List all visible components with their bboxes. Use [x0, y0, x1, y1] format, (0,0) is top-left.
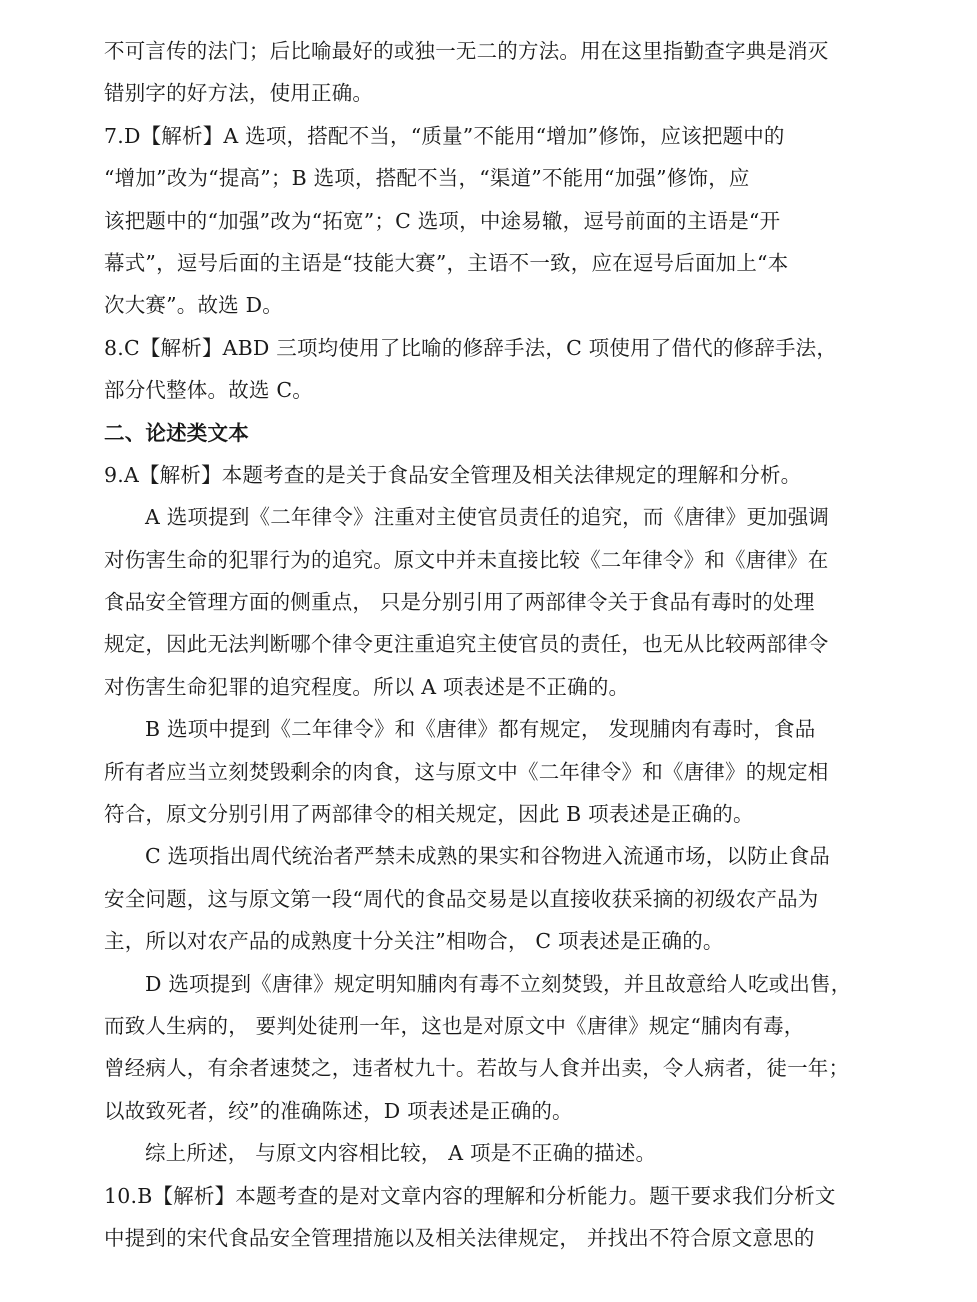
paragraph-option-d: D 选项提到《唐律》规定明知脯肉有毒不立刻焚毁，并且故意给人吃或出售，: [145, 971, 852, 996]
answer-8-line: 8.C【解析】ABD 三项均使用了比喻的修辞手法，C 项使用了借代的修辞手法，: [104, 335, 838, 360]
document-page: [104, 30, 864, 1259]
text-line: 不可言传的法门；后比喻最好的或独一无二的方法。用在这里指勤查字典是消灭: [104, 39, 829, 63]
text-line: 而致人生病的， 要判处徒刑一年，这也是对原文中《唐律》规定“脯肉有毒，: [104, 1013, 805, 1038]
summary-paragraph: 综上所述， 与原文内容相比较， A 项是不正确的描述。: [145, 1141, 657, 1166]
text-line: 以故致死者，绞”的准确陈述，D 项表述是正确的。: [104, 1098, 573, 1123]
text-line: 曾经病人，有余者速焚之，违者杖九十。若故与人食并出卖，令人病者，徒一年；: [104, 1056, 850, 1081]
text-line: 部分代整体。故选 C。: [104, 378, 313, 403]
text-line: 中提到的宋代食品安全管理措施以及相关法律规定， 并找出不符合原文意思的: [104, 1225, 815, 1250]
text-line: 符合，原文分别引用了两部律令的相关规定，因此 B 项表述是正确的。: [104, 802, 754, 827]
text-line: 安全问题，这与原文第一段“周代的食品交易是以直接收获采摘的初级农产品为: [104, 886, 819, 911]
text-line: 错别字的好方法，使用正确。: [104, 81, 374, 106]
paragraph-option-a: A 选项提到《二年律令》注重对主使官员责任的追究，而《唐律》更加强调: [145, 505, 830, 530]
paragraph-option-b: B 选项中提到《二年律令》和《唐律》都有规定， 发现脯肉有毒时，食品: [145, 717, 816, 742]
answer-7-line: 7.D【解析】A 选项，搭配不当，“质量”不能用“增加”修饰，应该把题中的: [104, 123, 785, 148]
answer-10-line: 10.B【解析】本题考查的是对文章内容的理解和分析能力。题干要求我们分析文: [104, 1183, 836, 1208]
text-line: 幕式”，逗号后面的主语是“技能大赛”，主语不一致，应在逗号后面加上“本: [104, 250, 789, 275]
paragraph-option-c: C 选项指出周代统治者严禁未成熟的果实和谷物进入流通市场，以防止食品: [145, 844, 830, 869]
text-line: 食品安全管理方面的侧重点， 只是分别引用了两部律令关于食品有毒时的处理: [104, 590, 815, 615]
answer-9-line: 9.A【解析】本题考查的是关于食品安全管理及相关法律规定的理解和分析。: [104, 462, 802, 487]
text-line: 次大赛”。故选 D。: [104, 293, 283, 318]
text-line: 对伤害生命犯罪的追究程度。所以 A 项表述是不正确的。: [104, 674, 630, 699]
section-heading: 二、论述类文本: [104, 420, 249, 445]
text-line: 对伤害生命的犯罪行为的追究。原文中并未直接比较《二年律令》和《唐律》在: [104, 547, 829, 572]
text-line: 该把题中的“加强”改为“拓宽”；C 选项，中途易辙，逗号前面的主语是“开: [104, 208, 781, 233]
text-line: “增加”改为“提高”；B 选项，搭配不当，“渠道”不能用“加强”修饰，应: [104, 166, 750, 191]
text-line: 规定，因此无法判断哪个律令更注重追究主使官员的责任，也无从比较两部律令: [104, 632, 829, 657]
text-line: 主，所以对农产品的成熟度十分关注”相吻合， C 项表述是正确的。: [104, 929, 724, 954]
text-line: 所有者应当立刻焚毁剩余的肉食，这与原文中《二年律令》和《唐律》的规定相: [104, 759, 829, 784]
